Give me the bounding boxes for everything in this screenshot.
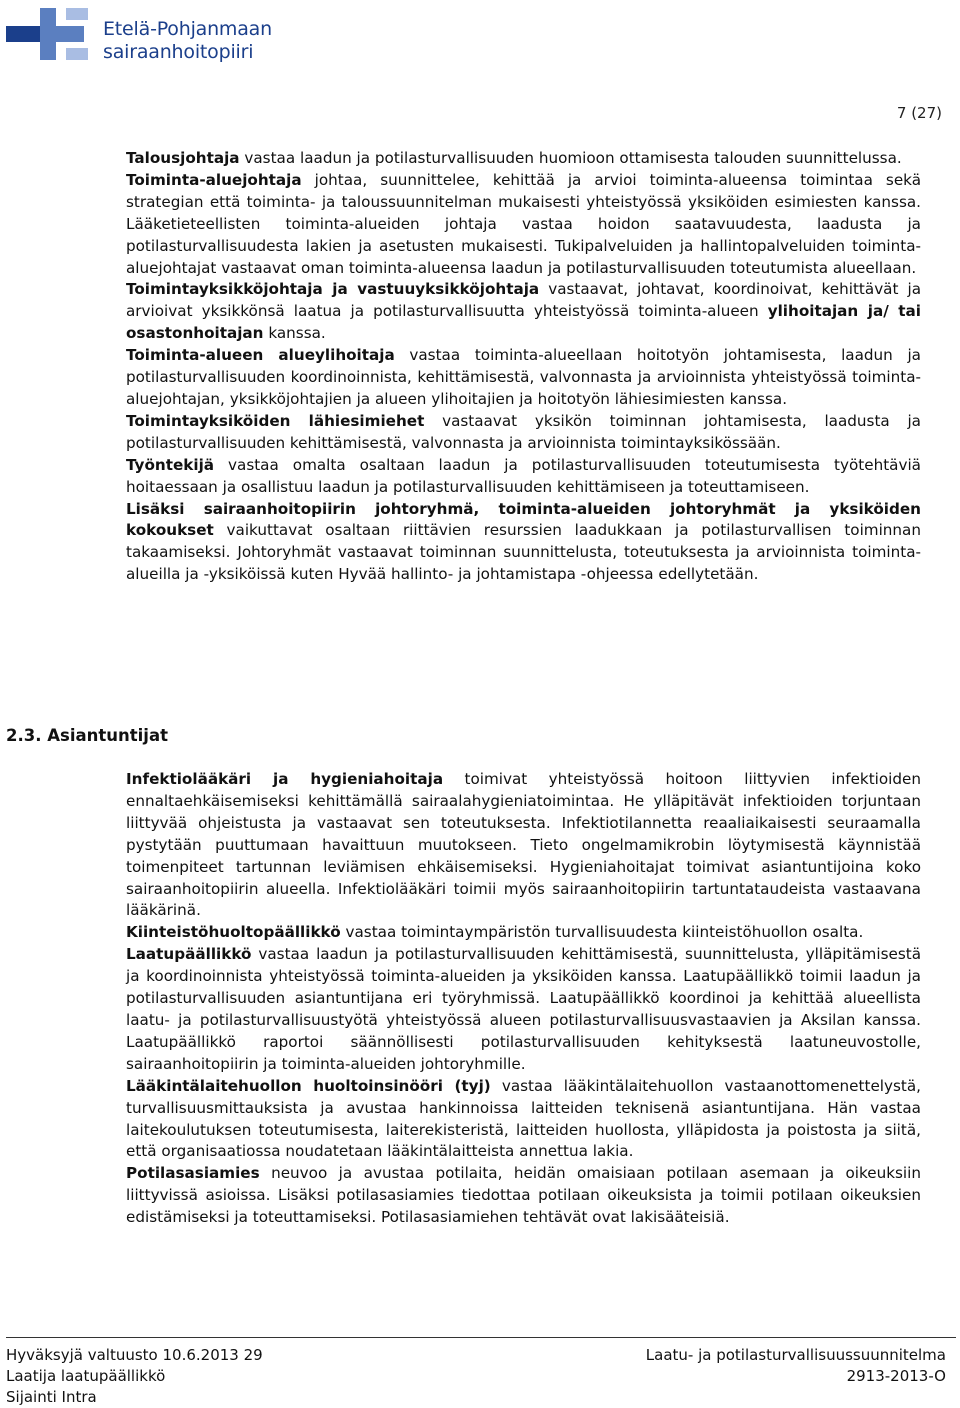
role-title: Toimintayksiköiden lähiesimiehet — [126, 411, 425, 430]
role-title: Potilasasiamies — [126, 1164, 260, 1183]
organization-name-line1: Etelä-Pohjanmaan — [103, 18, 272, 40]
logo-block-mid-right — [56, 26, 84, 42]
role-title: Kiinteistöhuoltopäällikkö — [126, 923, 341, 942]
logo-block-light — [66, 8, 88, 20]
paragraph-text: vastaa toiminta-alueellaan hoitotyön johtamisesta, laadun ja potilasturvallisuuden koordinoinnista, kehittämisestä, valvonnasta ja arvioinnista yhteistyössä toiminta-aluejohtajan, yksikköjohtajien ja alueen ylihoitajien ja hoitotyön lähiesimiesten kanssa. — [126, 346, 921, 408]
experts-section — [126, 769, 921, 1229]
paragraph — [126, 345, 921, 411]
paragraph — [126, 1076, 921, 1164]
organization-name — [103, 18, 272, 64]
footer-approver: Hyväksyjä valtuusto 10.6.2013 29 — [6, 1346, 263, 1364]
footer-right — [646, 1345, 946, 1387]
role-title: ylihoitajan ja/ tai osastonhoitajan — [126, 302, 921, 343]
paragraph-text: kanssa. — [263, 324, 326, 343]
footer-location: Sijainti Intra — [6, 1388, 97, 1406]
footer-document-code: 2913-2013-O — [846, 1367, 946, 1385]
organization-name-line2: sairaanhoitopiiri — [103, 41, 254, 63]
paragraph — [126, 1163, 921, 1229]
footer-left — [6, 1345, 263, 1408]
paragraph-text: neuvoo ja avustaa potilaita, heidän omaisiaan potilaan asemaan ja oikeuksiin liittyvissä asioissa. Lisäksi potilasasiamies tiedottaa potilaan oikeuksista ja toimii potilaan oikeuksien edistämiseksi ja toteuttamiseksi. Potilasasiamiehen tehtävät ovat lakisääteisiä. — [126, 1164, 921, 1227]
footer-document-title: Laatu- ja potilasturvallisuussuunnitelma — [645, 1346, 946, 1364]
role-title: Työntekijä — [126, 455, 215, 474]
paragraph-text: vastaa toimintaympäristön turvallisuudesta kiinteistöhuollon osalta. — [340, 923, 864, 942]
paragraph-text: toimivat yhteistyössä hoitoon liittyvien infektioiden ennaltaehkäisemiseksi kehittämällä sairaalahygieniatoimintaa. He ylläpitävät infektioiden torjuntaan liittyvää ohjeistusta ja vastaavat sen toteutuksesta. Infektiotilannetta reaaliaikaisesti seuraamalla pystytään puuttumaan havaittuun muutokseen. Tieto ongelmamikrobin löytymisestä käynnistää toimenpiteet tartunnan leviämisen ehkäisemiseksi. Hygieniahoitajat toimivat asiantuntijoina koko sairaanhoitopiirin alueella. Infektiolääkäri toimii myös sairaanhoitopiirin tartuntataudeista vastaavana lääkärinä. — [126, 770, 921, 920]
logo-block-mid — [40, 8, 56, 60]
role-title: Talousjohtaja — [126, 149, 240, 167]
paragraph — [126, 922, 921, 944]
page-number: 7 (27) — [896, 104, 942, 122]
paragraph — [126, 455, 921, 499]
footer-divider — [6, 1337, 956, 1338]
role-title: Toimintayksikköjohtaja ja vastuuyksikköjohtaja — [126, 280, 540, 299]
role-title: Lisäksi sairaanhoitopiirin johtoryhmä, toiminta-alueiden johtoryhmät ja yksiköiden kokoukset — [126, 499, 921, 540]
hospital-district-logo — [6, 4, 116, 64]
role-title: Infektiolääkäri ja hygieniahoitaja — [126, 770, 444, 788]
role-title: Toiminta-aluejohtaja — [126, 170, 302, 189]
paragraph-text: johtaa, suunnittelee, kehittää ja arvioi toiminta-alueensa toimintaa sekä strategian että toiminta- ja taloussuunnitelman mukaisesti yhteistyössä yksiköiden esimiesten kanssa. Lääketieteellisten toiminta-alueiden johtaja vastaa hoidon saatavuudesta, laadusta ja potilasturvallisuudesta lakien ja asetusten mukaisesti. Tukipalveluiden ja hallintopalveluiden toiminta-aluejohtajat vastaavat oman toiminta-alueensa laadun ja potilasturvallisuuden toteutumista alueellaan. — [126, 170, 921, 277]
paragraph — [126, 769, 921, 922]
paragraph-text: vastaavat yksikön toiminnan johtamisesta, laadusta ja potilasturvallisuuden kehittämisestä, valvonnasta ja arvioinnista toimintayksikössään. — [126, 411, 921, 452]
paragraph-text: vaikuttavat osaltaan riittävien resurssien laadukkaan ja potilasturvallisen toiminnan takaamiseksi. Johtoryhmät vastaavat toiminnan suunnittelusta, toteutuksesta ja arvioinnista toiminta-alueilla ja -yksiköissä kuten Hyvää hallinto- ja johtamistapa -ohjeessa edellytetään. — [126, 521, 921, 584]
role-title: Toiminta-alueen alueylihoitaja — [126, 346, 395, 365]
paragraph — [126, 944, 921, 1075]
role-title: Lääkintälaitehuollon huoltoinsinööri (tyj) — [126, 1076, 491, 1095]
logo-block-light-bottom — [66, 48, 88, 60]
paragraph-text: vastaa laadun ja potilasturvallisuuden kehittämisestä, suunnittelusta, ylläpitämisestä ja koordinoinnista yhteistyössä toiminta-alueiden ja yksiköiden kanssa. Laatupäällikkö toimii laadun ja potilasturvallisuuden asiantuntijana eri työryhmissä. Laatupäällikkö koordinoi ja kehittää alueellista laatu- ja potilasturvallisuustyötä yhteistyössä alueen potilasturvallisuusvastaavien ja Aksilan kanssa. Laatupäällikkö raportoi säännöllisesti potilasturvallisuuden kehityksestä laatuneuvostolle, sairaanhoitopiirin ja toiminta-alueiden johtoryhmille. — [126, 945, 921, 1073]
paragraph — [126, 411, 921, 455]
paragraph — [126, 148, 921, 170]
footer-author: Laatija laatupäällikkö — [6, 1367, 166, 1385]
role-title: Laatupäällikkö — [126, 945, 252, 964]
paragraph-text: vastaa laadun ja potilasturvallisuuden huomioon ottamisesta talouden suunnittelussa. — [239, 149, 902, 167]
paragraph-text: vastaavat, johtavat, koordinoivat, kehittävät ja arvioivat yksikkönsä laatua ja potilasturvallisuutta yhteistyössä toiminta-alueen — [126, 280, 922, 321]
responsibilities-section — [126, 148, 921, 586]
paragraph — [126, 279, 921, 345]
paragraph — [126, 499, 921, 587]
logo-block-dark — [6, 26, 40, 42]
paragraph — [126, 170, 921, 280]
section-heading-experts: 2.3. Asiantuntijat — [6, 726, 168, 745]
paragraph-text: vastaa omalta osaltaan laadun ja potilasturvallisuuden toteutumisesta työtehtäviä hoitaessaan ja osallistuu laadun ja potilasturvallisuuden kehittämiseen ja toteuttamiseen. — [126, 455, 921, 496]
paragraph-text: vastaa lääkintälaitehuollon vastaanottomenettelystä, turvallisuusmittauksista ja avustaa hankinnoissa laitteiden teknisenä asiantuntijana. Hän vastaa laitekoulutuksen toteutumisesta, laiterekisteristä, laitteiden huollosta, ylläpidosta ja poistosta ja siitä, että organisaatiossa noudatetaan lääkintälaitteista annettua lakia. — [126, 1076, 921, 1161]
